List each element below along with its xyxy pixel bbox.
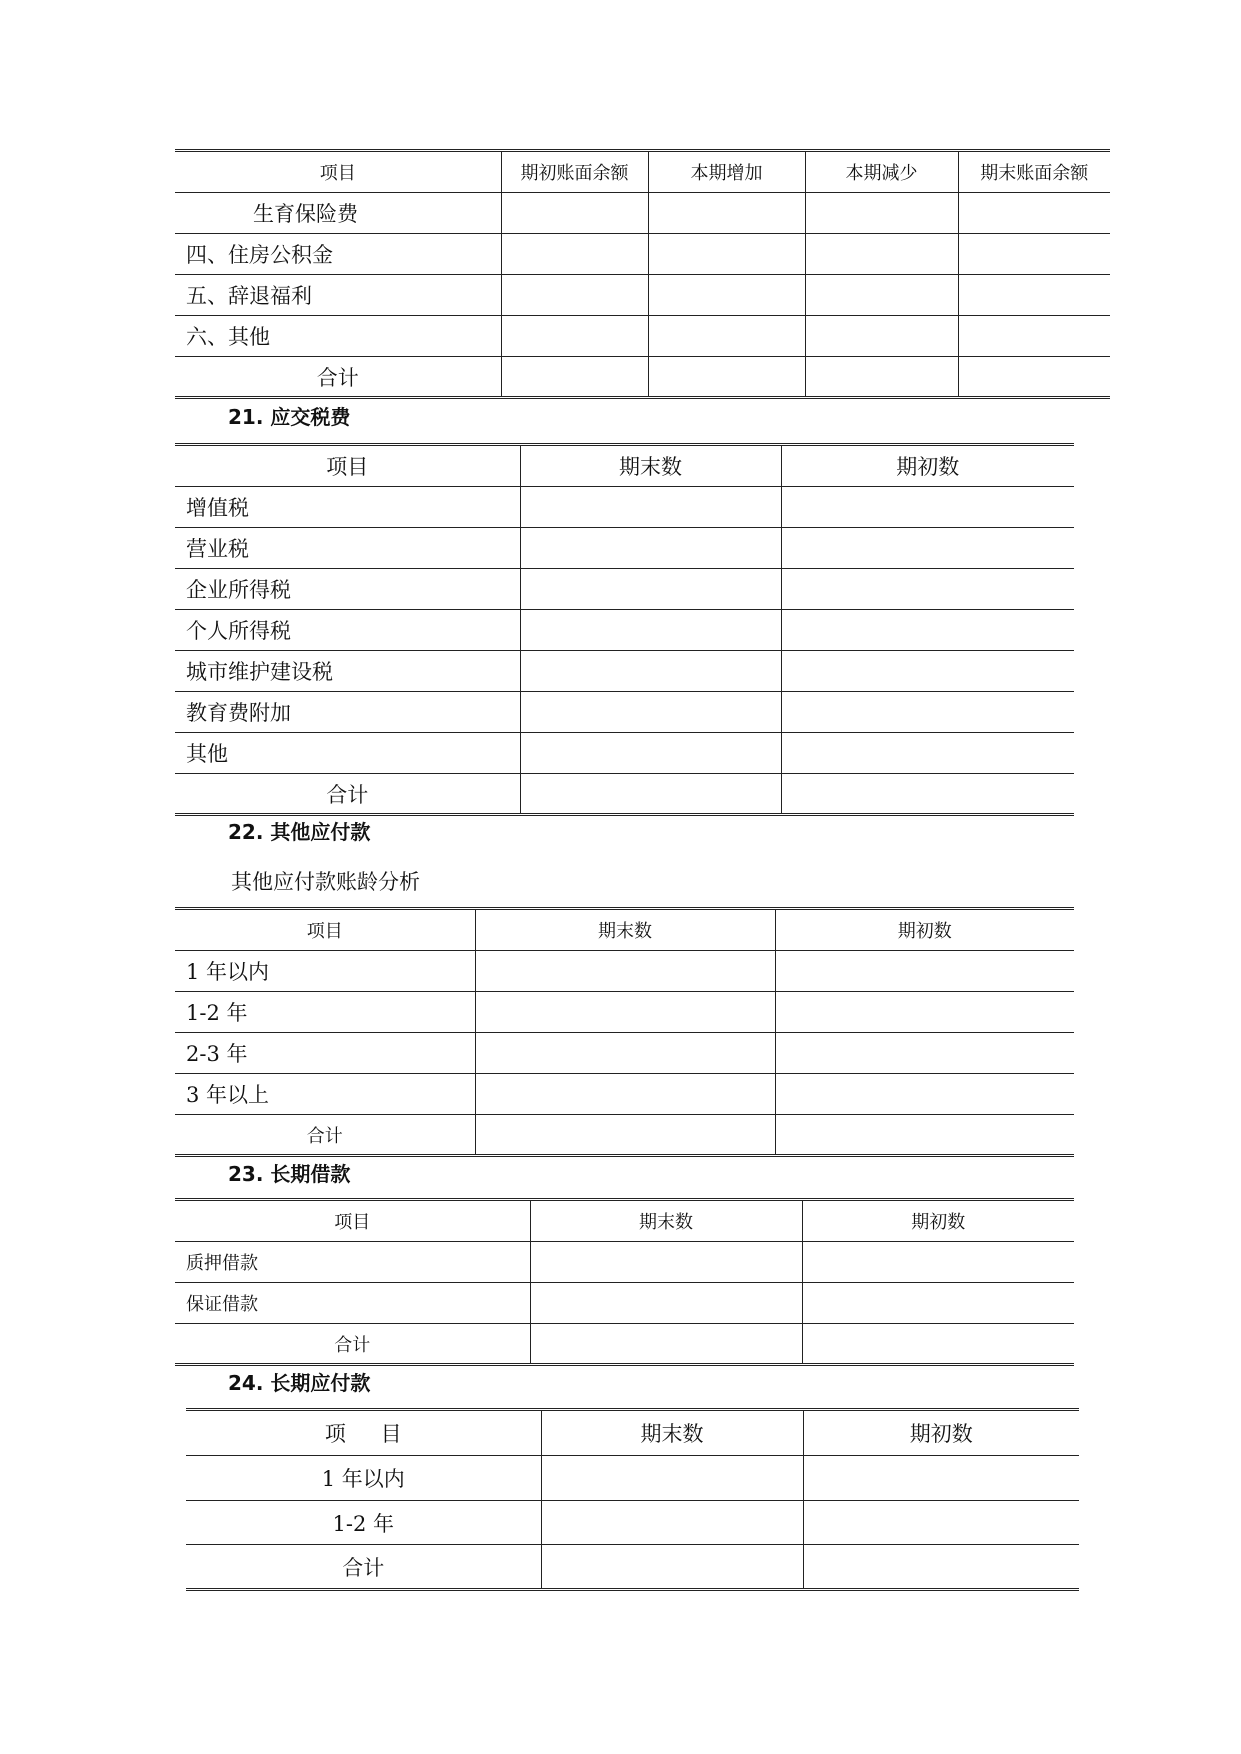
- table-header-row: [175, 445, 1074, 487]
- row-label: 1-2 年: [175, 992, 475, 1033]
- table-cell: [958, 193, 1110, 234]
- table-row: [175, 569, 1074, 610]
- col-header-closing: 期末数: [530, 1200, 802, 1242]
- total-row: [175, 357, 1110, 398]
- row-label: 城市维护建设税: [175, 651, 520, 692]
- row-label: 2-3 年: [175, 1033, 475, 1074]
- table-cell: [530, 1283, 802, 1324]
- section-heading-23: 23. 长期借款: [228, 1162, 351, 1186]
- col-header-increase: 本期增加: [648, 151, 805, 193]
- row-label: 生育保险费: [175, 193, 501, 234]
- row-label: 3 年以上: [175, 1074, 475, 1115]
- table-cell: [781, 651, 1074, 692]
- table-cell: [958, 275, 1110, 316]
- table-header-row: [186, 1410, 1079, 1456]
- table-cell: [475, 992, 775, 1033]
- table-cell: [475, 951, 775, 992]
- table-cell: [805, 275, 958, 316]
- table-cell: [648, 234, 805, 275]
- table-row: [175, 1033, 1074, 1074]
- table-cell: [805, 357, 958, 398]
- col-header-opening: 期初数: [802, 1200, 1074, 1242]
- row-label: 质押借款: [175, 1242, 530, 1283]
- total-row: [186, 1545, 1079, 1590]
- table-cell: [520, 651, 781, 692]
- col-header-opening: 期初数: [775, 909, 1074, 951]
- table-cell: [541, 1501, 803, 1545]
- table-cell: [501, 316, 648, 357]
- col-header-item: 项 目: [186, 1410, 541, 1456]
- col-header-item: 项目: [175, 151, 501, 193]
- col-header-item: 项目: [175, 909, 475, 951]
- table-cell: [802, 1242, 1074, 1283]
- row-label: 合计: [186, 1545, 541, 1590]
- row-label: 合计: [175, 774, 520, 815]
- row-label: 五、辞退福利: [175, 275, 501, 316]
- table-cell: [520, 610, 781, 651]
- row-label: 保证借款: [175, 1283, 530, 1324]
- table-cell: [530, 1242, 802, 1283]
- table-cell: [803, 1545, 1079, 1590]
- table-row: [175, 992, 1074, 1033]
- table-cell: [541, 1456, 803, 1501]
- table-cell: [805, 234, 958, 275]
- section-heading-21: 21. 应交税费: [228, 405, 351, 429]
- table-row: [175, 193, 1110, 234]
- table-cell: [958, 357, 1110, 398]
- total-row: [175, 774, 1074, 815]
- table-cell: [775, 1115, 1074, 1156]
- long-term-loans-table: [175, 1198, 1074, 1366]
- table-cell: [648, 316, 805, 357]
- total-row: [175, 1115, 1074, 1156]
- table-row: [175, 733, 1074, 774]
- table-cell: [475, 1074, 775, 1115]
- col-header-closing: 期末数: [520, 445, 781, 487]
- table-cell: [520, 487, 781, 528]
- aging-analysis-subtitle: 其他应付款账龄分析: [231, 870, 420, 894]
- table-cell: [520, 528, 781, 569]
- table-row: [175, 528, 1074, 569]
- table-row: [175, 1074, 1074, 1115]
- long-term-payables-table: [186, 1408, 1079, 1591]
- table-cell: [802, 1283, 1074, 1324]
- col-header-opening: 期初数: [803, 1410, 1079, 1456]
- table-cell: [958, 234, 1110, 275]
- table-cell: [781, 733, 1074, 774]
- table-cell: [530, 1324, 802, 1365]
- table-row: [175, 275, 1110, 316]
- table-cell: [775, 951, 1074, 992]
- table-cell: [781, 692, 1074, 733]
- table-header-row: [175, 909, 1074, 951]
- table-cell: [501, 275, 648, 316]
- table-row: [186, 1456, 1079, 1501]
- table-row: [175, 692, 1074, 733]
- other-payables-aging-table: [175, 907, 1074, 1157]
- table-row: [175, 951, 1074, 992]
- row-label: 1-2 年: [186, 1501, 541, 1545]
- col-header-closing: 期末数: [475, 909, 775, 951]
- table-cell: [805, 193, 958, 234]
- table-row: [186, 1501, 1079, 1545]
- table-row: [175, 487, 1074, 528]
- col-header-closing-balance: 期末账面余额: [958, 151, 1110, 193]
- row-label: 合计: [175, 1324, 530, 1365]
- table-row: [175, 1242, 1074, 1283]
- row-label: 合计: [175, 1115, 475, 1156]
- col-header-closing: 期末数: [541, 1410, 803, 1456]
- table-cell: [520, 733, 781, 774]
- row-label: 其他: [175, 733, 520, 774]
- row-label: 1 年以内: [175, 951, 475, 992]
- row-label: 企业所得税: [175, 569, 520, 610]
- table-cell: [475, 1115, 775, 1156]
- table-row: [175, 316, 1110, 357]
- col-header-decrease: 本期减少: [805, 151, 958, 193]
- table-cell: [781, 569, 1074, 610]
- table-cell: [775, 1033, 1074, 1074]
- col-header-opening: 期初数: [781, 445, 1074, 487]
- table-cell: [781, 528, 1074, 569]
- table-row: [175, 234, 1110, 275]
- row-label: 教育费附加: [175, 692, 520, 733]
- table-header-row: [175, 151, 1110, 193]
- table-header-row: [175, 1200, 1074, 1242]
- total-row: [175, 1324, 1074, 1365]
- table-cell: [775, 1074, 1074, 1115]
- table-cell: [520, 774, 781, 815]
- row-label: 营业税: [175, 528, 520, 569]
- table-cell: [648, 357, 805, 398]
- table-cell: [803, 1501, 1079, 1545]
- table-cell: [541, 1545, 803, 1590]
- table-cell: [475, 1033, 775, 1074]
- row-label: 增值税: [175, 487, 520, 528]
- row-label: 个人所得税: [175, 610, 520, 651]
- table-cell: [781, 774, 1074, 815]
- table-cell: [648, 193, 805, 234]
- table-row: [175, 1283, 1074, 1324]
- table-cell: [501, 234, 648, 275]
- table-cell: [501, 357, 648, 398]
- table-cell: [775, 992, 1074, 1033]
- table-row: [175, 610, 1074, 651]
- section-heading-24: 24. 长期应付款: [228, 1371, 371, 1395]
- employee-pay-table-continued: [175, 149, 1110, 399]
- table-cell: [520, 569, 781, 610]
- table-cell: [781, 610, 1074, 651]
- table-cell: [805, 316, 958, 357]
- table-cell: [501, 193, 648, 234]
- row-label: 六、其他: [175, 316, 501, 357]
- table-cell: [781, 487, 1074, 528]
- table-row: [175, 651, 1074, 692]
- row-label: 四、住房公积金: [175, 234, 501, 275]
- section-heading-22: 22. 其他应付款: [228, 820, 371, 844]
- col-header-item: 项目: [175, 1200, 530, 1242]
- table-cell: [520, 692, 781, 733]
- taxes-payable-table: [175, 443, 1074, 816]
- table-cell: [958, 316, 1110, 357]
- col-header-item: 项目: [175, 445, 520, 487]
- col-header-opening-balance: 期初账面余额: [501, 151, 648, 193]
- table-cell: [648, 275, 805, 316]
- table-cell: [803, 1456, 1079, 1501]
- row-label: 1 年以内: [186, 1456, 541, 1501]
- row-label: 合计: [175, 357, 501, 398]
- table-cell: [802, 1324, 1074, 1365]
